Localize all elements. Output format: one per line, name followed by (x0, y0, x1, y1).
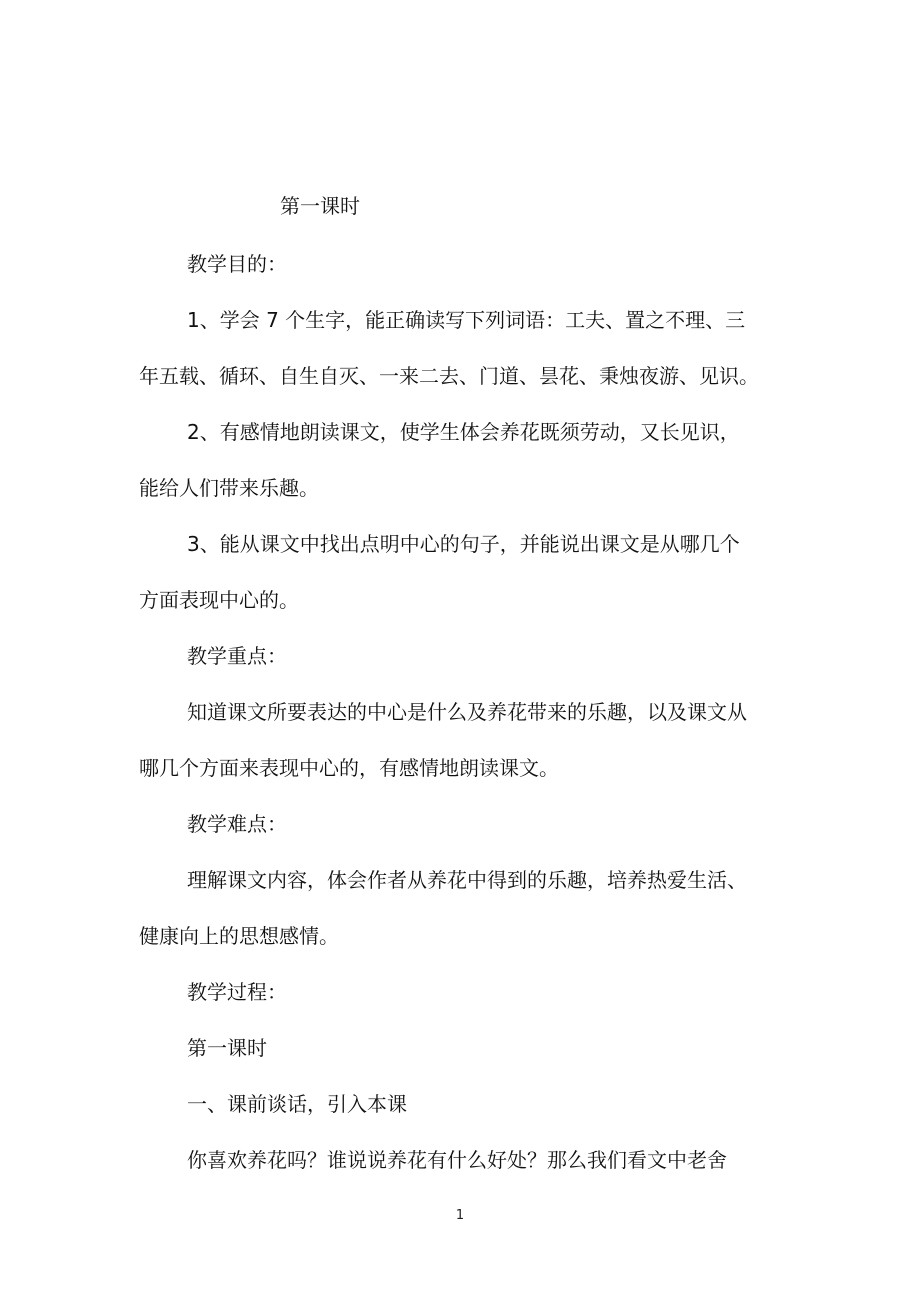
page-number: 1 (455, 1208, 465, 1223)
objective-3-line-2: 方面表现中心的。 (139, 588, 299, 612)
objective-1-line-2: 年五载、循环、自生自灭、一来二去、门道、昙花、秉烛夜游、见识。 (139, 364, 759, 388)
objective-1-line-1: 1、学会 7 个生字，能正确读写下列词语：工夫、置之不理、三 (187, 308, 746, 332)
key-points-line-2: 哪几个方面来表现中心的，有感情地朗读课文。 (139, 756, 559, 780)
objective-3-line-1: 3、能从课文中找出点明中心的句子，并能说出课文是从哪几个 (187, 532, 740, 556)
section-1-heading: 一、课前谈话，引入本课 (187, 1092, 407, 1116)
lesson-title: 第一课时 (280, 194, 360, 218)
objective-2-line-1: 2、有感情地朗读课文，使学生体会养花既须劳动，又长见识， (187, 420, 740, 444)
intro-line-1: 你喜欢养花吗？谁说说养花有什么好处？那么我们看文中老舍 (187, 1148, 727, 1172)
key-points-line-1: 知道课文所要表达的中心是什么及养花带来的乐趣，以及课文从 (187, 700, 747, 724)
difficulties-heading: 教学难点： (187, 812, 287, 836)
lesson-heading: 第一课时 (187, 1036, 267, 1060)
objectives-heading: 教学目的： (187, 252, 287, 276)
key-points-heading: 教学重点： (187, 644, 287, 668)
difficulties-line-2: 健康向上的思想感情。 (139, 924, 339, 948)
process-heading: 教学过程： (187, 980, 287, 1004)
objective-2-line-2: 能给人们带来乐趣。 (139, 476, 319, 500)
difficulties-line-1: 理解课文内容，体会作者从养花中得到的乐趣，培养热爱生活、 (187, 868, 747, 892)
